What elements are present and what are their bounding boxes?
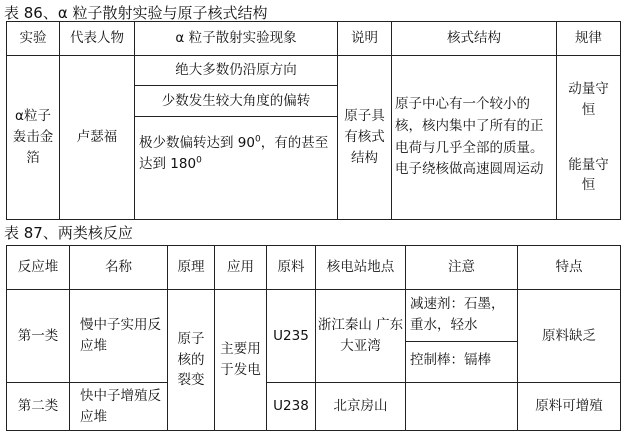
notes-cell: [406, 290, 518, 383]
note-control-rod: 控制棒：镉棒: [410, 352, 491, 368]
table-86: [6, 21, 621, 220]
header-notes: 注意: [406, 246, 518, 290]
table-86-header-row: [7, 22, 621, 56]
table-87-header-row: [7, 246, 621, 290]
degree-mark-180: 0: [196, 155, 202, 166]
material-1: U235: [267, 290, 316, 383]
note-moderator: 减速剂：石墨，重水，轻水: [406, 290, 517, 342]
explanation-cell: 原子具有核式结构: [338, 56, 392, 220]
application-cell: 主要用于发电: [215, 290, 267, 431]
law-spacer: [557, 121, 620, 155]
header-phenomena: α 粒子散射实验现象: [135, 22, 338, 56]
header-application: 应用: [215, 246, 267, 290]
phenomenon-rare: [135, 117, 337, 175]
phenomena-cell: [135, 56, 338, 220]
notes-empty-cell: [406, 383, 518, 431]
experiment-cell: α粒子轰击金箔: [7, 56, 60, 220]
table-86-caption: 表 86、α 粒子散射实验与原子核式结构: [4, 4, 268, 22]
header-experiment: 实验: [7, 22, 60, 56]
header-explanation: 说明: [338, 22, 392, 56]
header-principle: 原理: [168, 246, 215, 290]
phenomenon-few: 少数发生较大角度的偏转: [135, 85, 337, 117]
header-feature: 特点: [518, 246, 621, 290]
person-cell: 卢瑟福: [60, 56, 135, 220]
material-2: U238: [267, 383, 316, 431]
law-energy: 能量守恒: [568, 156, 609, 194]
location-1: 浙江秦山 广东大亚湾: [316, 290, 406, 383]
structure-cell: 原子中心有一个较小的核，核内集中了所有的正电荷与几乎全部的质量。电子绕核做高速圆周运动: [392, 56, 557, 220]
table-row: [7, 290, 621, 383]
feature-2: 原料可增殖: [518, 383, 621, 431]
header-reactor: 反应堆: [7, 246, 70, 290]
law-momentum: 动量守恒: [568, 80, 609, 118]
feature-1: 原料缺乏: [518, 290, 621, 383]
header-material: 原料: [267, 246, 316, 290]
table-86-body-row: [7, 56, 621, 220]
reactor-type-1: 第一类: [7, 290, 70, 383]
principle-cell: 原子核的裂变: [168, 290, 215, 431]
header-structure: 核式结构: [392, 22, 557, 56]
law-cell: [557, 56, 621, 220]
reactor-name-2: 快中子增殖反应堆: [70, 383, 168, 431]
reactor-type-2: 第二类: [7, 383, 70, 431]
header-location: 核电站地点: [316, 246, 406, 290]
location-2: 北京房山: [316, 383, 406, 431]
phenomenon-majority: 绝大多数仍沿原方向: [175, 62, 297, 78]
phenomenon-rare-text-1: 极少数偏转达到 90: [139, 135, 255, 151]
header-person: 代表人物: [60, 22, 135, 56]
header-law: 规律: [557, 22, 621, 56]
header-name: 名称: [70, 246, 168, 290]
table-87-caption: 表 87、两类核反应: [4, 224, 133, 242]
degree-mark-90: 0: [254, 134, 261, 145]
table-87: [6, 245, 621, 431]
phenomenon-rare-text-2: ，有的甚至达到 180: [139, 135, 329, 172]
reactor-name-1: 慢中子实用反应堆: [70, 290, 168, 383]
table-row: [7, 383, 621, 431]
